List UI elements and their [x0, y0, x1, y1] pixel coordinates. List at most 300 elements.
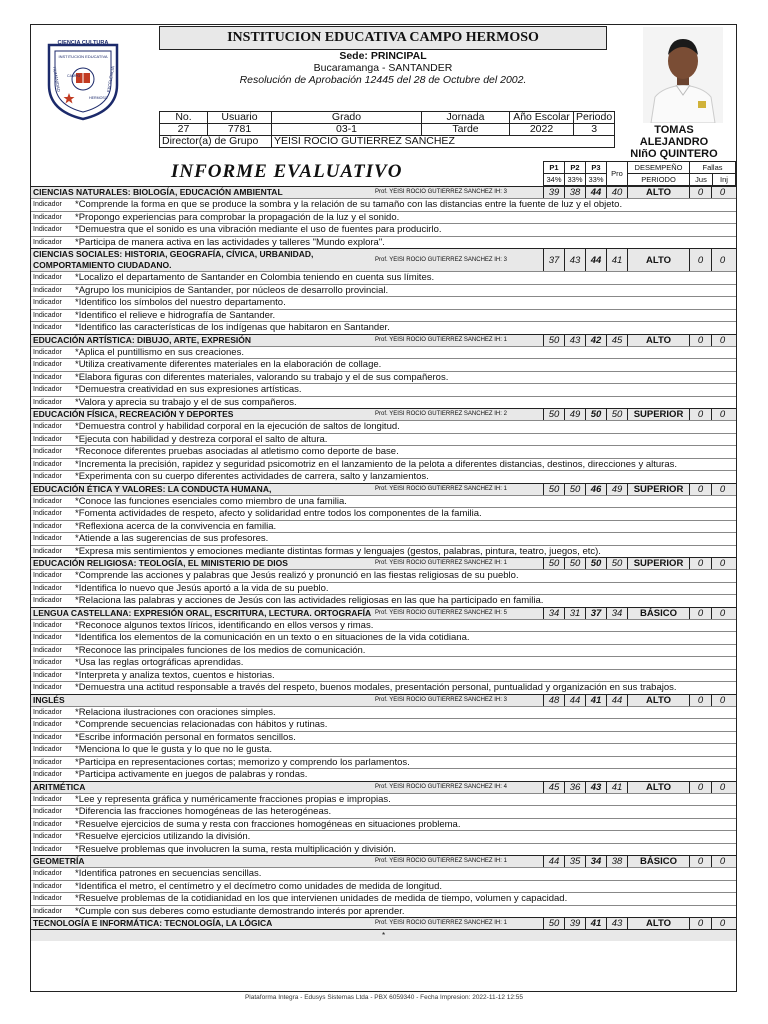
indicator-label: Indicador	[33, 820, 62, 828]
pro-header: Pro	[606, 161, 628, 186]
indicator-label: Indicador	[33, 659, 62, 666]
indicator-text: *Identifico el relieve e hidrografía de Santander.	[75, 309, 276, 321]
grade-p2: 36	[564, 782, 585, 793]
subject-teacher: Prof. YEISI ROCIO GUTIERREZ SANCHEZ IH: 4	[375, 783, 507, 790]
grade-average: 44	[606, 695, 627, 706]
performance-level: ALTO	[627, 187, 689, 198]
absences-justified: 0	[689, 335, 711, 346]
indicator-row	[31, 880, 736, 893]
grade-p1: 44	[543, 856, 564, 867]
indicator-label: Indicador	[33, 299, 62, 306]
indicator-label: Indicador	[33, 423, 62, 430]
performance-level: SUPERIOR	[627, 484, 689, 495]
indicator-row	[31, 805, 736, 818]
indicator-label: Indicador	[33, 895, 62, 902]
indicator-text: *Usa las reglas ortográficas aprendidas.	[75, 657, 244, 668]
indicator-label: Indicador	[33, 646, 62, 654]
absences-unjustified: 0	[711, 695, 733, 706]
indicator-row	[31, 458, 736, 471]
indicator-label: Indicador	[33, 373, 62, 381]
indicator-label: Indicador	[33, 671, 62, 679]
subject-row	[31, 408, 736, 420]
performance-level: ALTO	[627, 335, 689, 346]
grade-p1: 37	[543, 249, 564, 271]
performance-level: ALTO	[627, 918, 689, 929]
subject-row	[31, 917, 736, 929]
indicator-text: *Experimenta con su cuerpo diferentes actividades de carrera, salto y lanzamientos.	[75, 471, 429, 482]
indicator-row	[31, 346, 736, 359]
grade-p1: 50	[543, 558, 564, 569]
indicator-text: *Diferencia las fracciones homogéneas de las heterogéneas.	[75, 806, 332, 817]
indicator-row	[31, 743, 736, 756]
school-logo	[39, 33, 127, 121]
indicator-row	[31, 681, 736, 694]
indicator-row	[31, 594, 736, 607]
subjects-grid	[31, 186, 736, 929]
p2-weight: 33%	[564, 174, 585, 185]
absences-unjustified: 0	[711, 249, 733, 271]
indicator-row	[31, 470, 736, 483]
grade-p3: 42	[585, 335, 606, 346]
no-label: No.	[160, 112, 208, 124]
subject-name: EDUCACIÓN ARTÍSTICA: DIBUJO, ARTE, EXPRESIÓN	[33, 334, 252, 345]
anio-label: Año Escolar	[510, 112, 574, 124]
indicator-label: Indicador	[33, 348, 62, 356]
indicator-text: *Localizo el departamento de Santander en Colombia teniendo en cuenta sus límites.	[75, 272, 435, 283]
indicator-text: *Expresa mis sentimientos y emociones mediante distintas formas y lenguajes (gestos, palabras, pintura, teatro, juegos, etc).	[75, 545, 601, 557]
indicator-row	[31, 358, 736, 371]
indicator-text: *Conoce las funciones esenciales como miembro de una familia.	[75, 495, 347, 507]
subject-row	[31, 186, 736, 198]
subject-row	[31, 248, 736, 271]
subject-teacher: Prof. YEISI ROCIO GUTIERREZ SANCHEZ IH: 3	[375, 189, 507, 195]
indicator-row	[31, 669, 736, 682]
grade-average: 49	[606, 484, 627, 495]
subject-name: CIENCIAS SOCIALES: HISTORIA, GEOGRAFÍA, CÍVICA, URBANIDAD, COMPORTAMIENTO CIUDADANO.	[33, 249, 314, 270]
absences-unjustified: 0	[711, 608, 733, 619]
indicator-row	[31, 420, 736, 433]
subject-name: EDUCACIÓN RELIGIOSA: TEOLOGÍA, EL MINISTERIO DE DIOS	[33, 558, 288, 568]
indicator-label: Indicador	[33, 201, 62, 208]
indicator-text: *Reflexiona acerca de la convivencia en familia.	[75, 520, 277, 532]
indicator-text: *Elabora figuras con diferentes materiales, valorando su trabajo y el de sus compañeros.	[75, 371, 449, 383]
indicator-row	[31, 198, 736, 211]
subject-row	[31, 483, 736, 495]
indicator-label: Indicador	[33, 286, 62, 294]
info-table	[159, 111, 615, 148]
grado-value: 03-1	[272, 124, 422, 136]
absences-justified: 0	[689, 558, 711, 569]
indicator-row	[31, 433, 736, 446]
grade-average: 40	[606, 187, 627, 198]
indicator-row	[31, 495, 736, 508]
indicator-row	[31, 843, 736, 856]
absences-justified: 0	[689, 187, 711, 198]
end-row: *	[31, 929, 736, 941]
indicator-text: *Utiliza creativamente diferentes materiales en la elaboración de collage.	[75, 359, 382, 370]
director-value: YEISI ROCIO GUTIERREZ SANCHEZ	[272, 136, 615, 148]
indicator-text: *Incrementa la precisión, rapidez y seguridad psicomotriz en el lanzamiento de la pelota a diferentes distancias, destinos, direcciones y alturas.	[75, 458, 677, 470]
indicator-text: *Comprende secuencias relacionadas con hábitos y rutinas.	[75, 719, 328, 730]
absences-unjustified: 0	[711, 558, 733, 569]
grade-p2: 39	[564, 918, 585, 929]
absences-justified: 0	[689, 608, 711, 619]
grade-p1: 50	[543, 918, 564, 929]
indicator-row	[31, 768, 736, 781]
indicator-label: Indicador	[33, 684, 62, 691]
jornada-value: Tarde	[422, 124, 510, 136]
indicator-label: Indicador	[33, 746, 62, 753]
indicator-label: Indicador	[33, 833, 62, 840]
subject-teacher: Prof. YEISI ROCIO GUTIERREZ SANCHEZ IH: 1	[375, 485, 507, 492]
indicator-label: Indicador	[33, 311, 62, 319]
subject-row	[31, 855, 736, 867]
indicator-label: Indicador	[33, 584, 62, 592]
indicator-label: Indicador	[33, 721, 62, 728]
indicator-row	[31, 445, 736, 458]
indicator-text: *Identifica patrones en secuencias sencillas.	[75, 868, 262, 879]
absences-unjustified: 0	[711, 335, 733, 346]
subject-teacher: Prof. YEISI ROCIO GUTIERREZ SANCHEZ IH: 1	[375, 920, 507, 926]
absences-unjustified: 0	[711, 918, 733, 929]
indicator-text: *Identifico las características de los indígenas que habitaron en Santander.	[75, 322, 390, 333]
indicator-label: Indicador	[33, 497, 62, 505]
indicator-text: *Participa de manera activa en las actividades y talleres "Mundo explora".	[75, 236, 385, 248]
indicator-label: Indicador	[33, 435, 62, 443]
grade-average: 38	[606, 856, 627, 867]
indicator-row	[31, 644, 736, 657]
indicator-row	[31, 756, 736, 769]
grade-p1: 48	[543, 695, 564, 706]
p1-header: P1	[549, 163, 559, 172]
indicator-text: *Cumple con sus deberes como estudiante demostrando interés por aprender.	[75, 905, 405, 917]
svg-text:INSTITUCION EDUCATIVA: INSTITUCION EDUCATIVA	[58, 54, 108, 59]
indicator-text: *Propongo experiencias para comprobar la propagación de la luz y el sonido.	[75, 211, 400, 223]
svg-text:CAMPO: CAMPO	[67, 74, 81, 78]
indicator-label: Indicador	[33, 621, 62, 629]
indicator-text: *Lee y representa gráfica y numéricamente fracciones propias e impropias.	[75, 793, 391, 805]
indicator-row	[31, 236, 736, 249]
jus-label: Jus	[695, 175, 707, 184]
inj-label: Inj	[712, 174, 735, 185]
grade-p2: 31	[564, 608, 585, 619]
indicator-text: *Escribe información personal en formatos sencillos.	[75, 731, 296, 743]
grade-p1: 39	[543, 187, 564, 198]
student-name-line1: TOMAS	[654, 124, 694, 136]
indicator-text: *Comprende las acciones y palabras que Jesús realizó y pronunció en las fiestas religiosas de su pueblo.	[75, 570, 519, 581]
subject-row	[31, 607, 736, 619]
performance-level: ALTO	[627, 249, 689, 271]
grade-average: 34	[606, 608, 627, 619]
absences-justified: 0	[689, 918, 711, 929]
indicator-text: *Demuestra que el sonido es una vibración mediante el uso de fuentes para producirlo.	[75, 224, 442, 235]
indicator-row	[31, 582, 736, 595]
student-photo	[643, 27, 723, 123]
svg-text:EXCELENCIA: EXCELENCIA	[105, 65, 116, 93]
svg-text:CIENCIA CULTURA: CIENCIA CULTURA	[57, 40, 109, 46]
p2-header: P2	[564, 162, 585, 173]
subject-teacher: Prof. YEISI ROCIO GUTIERREZ SANCHEZ IH: 1	[375, 858, 507, 864]
indicator-text: *Fomenta actividades de respeto, afecto y solidaridad entre todos los componentes de la familia.	[75, 508, 482, 519]
grade-p1: 50	[543, 484, 564, 495]
subject-teacher: Prof. YEISI ROCIO GUTIERREZ SANCHEZ IH: 3	[375, 256, 507, 263]
indicator-row	[31, 569, 736, 582]
grade-p2: 43	[564, 249, 585, 271]
absences-unjustified: 0	[711, 187, 733, 198]
grade-average: 45	[606, 335, 627, 346]
grade-p2: 44	[564, 695, 585, 706]
anio-value: 2022	[510, 124, 574, 136]
performance-level: ALTO	[627, 782, 689, 793]
periodo-label-col: PERIODO	[641, 175, 676, 184]
grade-p2: 50	[564, 484, 585, 495]
grade-average: 43	[606, 918, 627, 929]
sede-line: Sede: PRINCIPAL	[339, 50, 427, 62]
indicator-row	[31, 284, 736, 297]
indicator-label: Indicador	[33, 238, 62, 246]
indicator-row	[31, 321, 736, 334]
indicator-label: Indicador	[33, 597, 62, 604]
indicator-text: *Demuestra una actitud responsable a través del respeto, buenos modales, presentación personal, puntualidad y organización en sus trabajos.	[75, 682, 677, 693]
grade-p1: 34	[543, 608, 564, 619]
indicator-row	[31, 656, 736, 669]
indicator-label: Indicador	[33, 708, 62, 716]
indicator-text: *Reconoce diferentes pruebas asociadas al atletismo como deporte de base.	[75, 446, 399, 457]
indicator-row	[31, 631, 736, 644]
director-label: Director(a) de Grupo	[160, 136, 272, 148]
grade-p2: 38	[564, 187, 585, 198]
indicator-text: *Identifica los elementos de la comunicación en un texto o en situaciones de la vida cotidiana.	[75, 632, 470, 643]
subject-teacher: Prof. YEISI ROCIO GUTIERREZ SANCHEZ IH: 2	[375, 411, 507, 417]
student-name-line2: ALEJANDRO	[639, 136, 709, 148]
p3-weight: 33%	[585, 174, 606, 185]
indicator-text: *Relaciona ilustraciones con oraciones simples.	[75, 706, 276, 718]
subject-row	[31, 694, 736, 706]
grade-average: 41	[606, 782, 627, 793]
indicator-label: Indicador	[33, 808, 62, 815]
desempeno-label: DESEMPEÑO	[628, 162, 689, 174]
performance-level: SUPERIOR	[627, 409, 689, 420]
fallas-label: Fallas	[690, 162, 735, 174]
absences-justified: 0	[689, 782, 711, 793]
indicator-row	[31, 296, 736, 309]
periodo-value: 3	[574, 124, 615, 136]
indicator-label: Indicador	[33, 845, 62, 853]
indicator-row	[31, 892, 736, 905]
indicator-row	[31, 211, 736, 224]
no-value: 27	[160, 124, 208, 136]
indicator-row	[31, 383, 736, 396]
grado-label: Grado	[272, 112, 422, 124]
jornada-label: Jornada	[422, 112, 510, 124]
report-sheet	[30, 24, 737, 992]
period-column-header	[543, 161, 607, 186]
indicator-label: Indicador	[33, 795, 62, 803]
indicator-label: Indicador	[33, 386, 62, 393]
indicator-row	[31, 706, 736, 719]
indicator-text: *Valora y aprecia su trabajo y el de sus compañeros.	[75, 396, 297, 408]
grade-average: 50	[606, 558, 627, 569]
indicator-row	[31, 818, 736, 831]
grade-average: 41	[606, 249, 627, 271]
desempeno-header	[627, 161, 690, 186]
absences-justified: 0	[689, 249, 711, 271]
indicator-text: *Identifico los símbolos del nuestro departamento.	[75, 297, 286, 308]
header-lines	[159, 50, 607, 86]
grade-p3: 43	[585, 782, 606, 793]
indicator-row	[31, 396, 736, 409]
usuario-value: 7781	[208, 124, 272, 136]
institution-name: INSTITUCION EDUCATIVA CAMPO HERMOSO	[159, 26, 607, 50]
subject-name: INGLÉS	[33, 694, 65, 705]
grade-p1: 50	[543, 335, 564, 346]
absences-justified: 0	[689, 695, 711, 706]
indicator-text: *Relaciona las palabras y acciones de Jesús con las actividades religiosas en las que ha participado en familia.	[75, 595, 544, 606]
grade-p1: 45	[543, 782, 564, 793]
indicator-text: *Interpreta y analiza textos, cuentos e historias.	[75, 669, 275, 681]
indicator-label: Indicador	[33, 870, 62, 877]
indicator-text: *Identifica el metro, el centímetro y el decímetro como unidades de medida de longitud.	[75, 880, 443, 892]
indicator-label: Indicador	[33, 907, 62, 915]
indicator-row	[31, 520, 736, 533]
absences-justified: 0	[689, 856, 711, 867]
performance-level: SUPERIOR	[627, 558, 689, 569]
indicator-row	[31, 830, 736, 843]
indicator-text: *Resuelve problemas que involucren la suma, resta multiplicación y división.	[75, 843, 397, 855]
indicator-label: Indicador	[33, 460, 62, 468]
absences-justified: 0	[689, 484, 711, 495]
grade-p3: 37	[585, 608, 606, 619]
indicator-text: *Atiende a las sugerencias de sus profesores.	[75, 533, 269, 544]
report-title: INFORME EVALUATIVO	[171, 161, 403, 182]
performance-level: BÁSICO	[627, 608, 689, 619]
absences-unjustified: 0	[711, 782, 733, 793]
indicator-label: Indicador	[33, 274, 62, 281]
grade-p2: 43	[564, 335, 585, 346]
indicator-text: *Resuelve ejercicios utilizando la división.	[75, 831, 251, 842]
indicator-label: Indicador	[33, 398, 62, 406]
print-footer: Plataforma Integra - Edusys Sistemas Ltda - PBX 6059340 - Fecha Impresion: 2022-11-12 12:55	[244, 994, 524, 1001]
indicator-row	[31, 371, 736, 384]
grade-average: 50	[606, 409, 627, 420]
indicator-row	[31, 507, 736, 520]
indicator-label: Indicador	[33, 226, 62, 233]
indicator-row	[31, 271, 736, 284]
indicator-label: Indicador	[33, 522, 62, 530]
grade-p3: 41	[585, 918, 606, 929]
grade-p3: 44	[585, 249, 606, 271]
performance-level: BÁSICO	[627, 856, 689, 867]
grade-p3: 50	[585, 558, 606, 569]
indicator-row	[31, 309, 736, 322]
subject-name: EDUCACIÓN ÉTICA Y VALORES: LA CONDUCTA HUMANA,	[33, 483, 272, 494]
indicator-text: *Resuelve problemas de la cotidianidad en los que intervienen unidades de medida de tiempo, volumen y capacidad.	[75, 893, 568, 904]
indicator-row	[31, 731, 736, 744]
indicator-label: Indicador	[33, 547, 62, 555]
indicator-text: *Participa en representaciones cortas; memorizo y comprendo los parlamentos.	[75, 756, 410, 768]
indicator-label: Indicador	[33, 771, 62, 778]
grade-p3: 41	[585, 695, 606, 706]
indicator-text: *Resuelve ejercicios de suma y resta con fracciones homogéneas en situaciones problema.	[75, 818, 461, 830]
absences-unjustified: 0	[711, 409, 733, 420]
absences-justified: 0	[689, 409, 711, 420]
indicator-label: Indicador	[33, 324, 62, 331]
p1-weight: 34%	[546, 175, 562, 184]
subject-name: TECNOLOGÍA E INFORMÁTICA: TECNOLOGÍA, LA LÓGICA	[33, 918, 273, 928]
usuario-label: Usuario	[208, 112, 272, 124]
indicator-label: Indicador	[33, 758, 62, 766]
indicator-label: Indicador	[33, 733, 62, 741]
p3-header: P3	[585, 162, 606, 173]
indicator-row	[31, 619, 736, 632]
svg-text:HUMANIDAD: HUMANIDAD	[52, 66, 62, 93]
grade-p2: 35	[564, 856, 585, 867]
student-name-line3: NIñO QUINTERO	[630, 148, 718, 160]
indicator-label: Indicador	[33, 473, 62, 480]
indicator-row	[31, 867, 736, 880]
indicator-row	[31, 545, 736, 558]
indicator-text: *Comprende la forma en que se produce la sombra y la relación de su tamaño con las distancias entre la fuente de luz y el objeto.	[75, 199, 623, 210]
grade-p3: 46	[585, 484, 606, 495]
indicator-label: Indicador	[33, 535, 62, 542]
indicator-label: Indicador	[33, 213, 62, 221]
indicator-label: Indicador	[33, 634, 62, 641]
grade-p2: 50	[564, 558, 585, 569]
indicator-label: Indicador	[33, 882, 62, 890]
indicator-text: *Demuestra control y habilidad corporal en la ejecución de saltos de longitud.	[75, 421, 400, 432]
grade-p1: 50	[543, 409, 564, 420]
subject-row	[31, 557, 736, 569]
subject-name: LENGUA CASTELLANA: EXPRESIÓN ORAL, ESCRITURA, LECTURA. ORTOGRAFÍA	[33, 607, 372, 618]
indicator-text: *Aplica el puntillismo en sus creaciones.	[75, 346, 244, 358]
indicator-text: *Agrupo los municipios de Santander, por núcleos de desarrollo provincial.	[75, 284, 389, 296]
subject-row	[31, 334, 736, 346]
indicator-label: Indicador	[33, 572, 62, 579]
grade-p3: 34	[585, 856, 606, 867]
indicator-text: *Ejecuta con habilidad y destreza corporal el salto de altura.	[75, 433, 328, 445]
indicator-text: *Reconoce las principales funciones de los medios de comunicación.	[75, 644, 366, 656]
periodo-label: Periodo	[574, 112, 615, 124]
subject-teacher: Prof. YEISI ROCIO GUTIERREZ SANCHEZ IH: 1	[375, 336, 507, 343]
subject-teacher: Prof. YEISI ROCIO GUTIERREZ SANCHEZ IH: 1	[375, 560, 507, 566]
grade-p3: 44	[585, 187, 606, 198]
city-line: Bucaramanga - SANTANDER	[313, 62, 453, 74]
absences-unjustified: 0	[711, 484, 733, 495]
indicator-row	[31, 718, 736, 731]
absences-unjustified: 0	[711, 856, 733, 867]
resolution-line: Resolución de Aprobación 12445 del 28 de Octubre del 2002.	[239, 74, 527, 86]
indicator-row	[31, 905, 736, 918]
indicator-text: *Reconoce algunos textos líricos, identificando en ellos versos y rimas.	[75, 619, 374, 631]
subject-teacher: Prof. YEISI ROCIO GUTIERREZ SANCHEZ IH: 3	[375, 696, 507, 703]
indicator-label: Indicador	[33, 448, 62, 455]
fallas-header	[689, 161, 736, 186]
indicator-label: Indicador	[33, 361, 62, 368]
indicator-row	[31, 223, 736, 236]
indicator-text: *Demuestra creatividad en sus expresiones artísticas.	[75, 384, 302, 395]
subject-name: EDUCACIÓN FÍSICA, RECREACIÓN Y DEPORTES	[33, 409, 234, 419]
grade-p3: 50	[585, 409, 606, 420]
subject-name: GEOMETRÍA	[33, 856, 85, 866]
indicator-row	[31, 532, 736, 545]
student-name	[611, 124, 737, 160]
indicator-row	[31, 793, 736, 806]
subject-name: CIENCIAS NATURALES: BIOLOGÍA, EDUCACIÓN AMBIENTAL	[33, 187, 283, 197]
indicator-label: Indicador	[33, 510, 62, 517]
performance-level: ALTO	[627, 695, 689, 706]
subject-row	[31, 781, 736, 793]
indicator-text: *Participa activamente en juegos de palabras y rondas.	[75, 769, 308, 780]
